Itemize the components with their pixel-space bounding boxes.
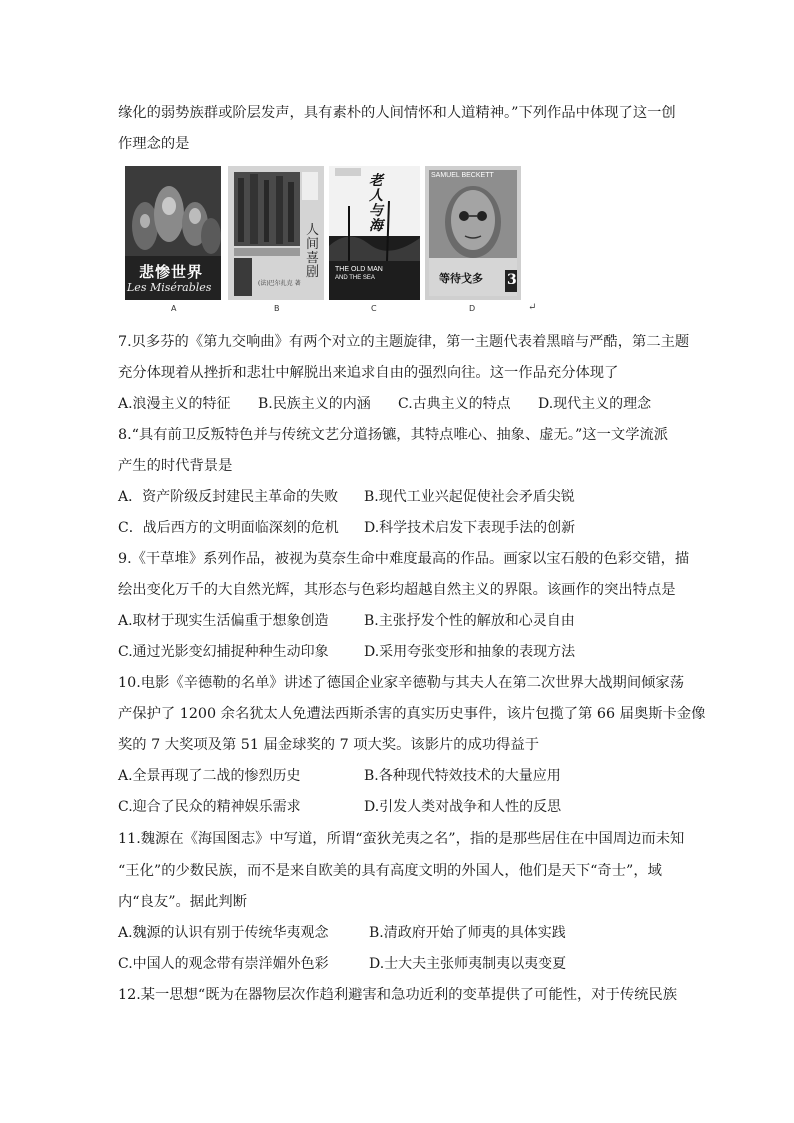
book-cover-images xyxy=(125,166,535,316)
cover-c-title-en-2: AND THE SEA xyxy=(335,275,375,281)
q10-option-d: D.引发人类对战争和人性的反思 xyxy=(364,799,562,815)
intro-line-1: 缘化的弱势族群或阶层发声，具有素朴的人间情怀和人道精神。”下列作品中体现了这一创 xyxy=(118,105,676,121)
q10-option-c: C.迎合了民众的精神娱乐需求 xyxy=(118,799,301,815)
q11-line-3: 内“良友”。据此判断 xyxy=(118,894,247,910)
q12-line-1: 12.某一思想“既为在器物层次作趋利避害和急功近利的变革提供了可能性，对于传统民族 xyxy=(118,987,678,1003)
q10-line-1: 10.电影《辛德勒的名单》讲述了德国企业家辛德勒与其夫人在第二次世界大战期间倾家荡 xyxy=(118,675,685,691)
cover-b-title-cn: 人间喜剧 xyxy=(306,223,320,280)
q7-line-1: 7.贝多芬的《第九交响曲》有两个对立的主题旋律，第一主题代表着黑暗与严酷，第二主题 xyxy=(118,334,690,350)
q7-option-d: D.现代主义的理念 xyxy=(538,396,652,412)
q7-option-b: B.民族主义的内涵 xyxy=(258,396,371,412)
cover-d-label: D xyxy=(469,304,476,313)
q11-option-b: B.清政府开始了师夷的具体实践 xyxy=(369,925,566,941)
cover-a-title-cn: 悲惨世界 xyxy=(139,263,204,281)
q7-line-2: 充分体现着从挫折和悲壮中解脱出来追求自由的强烈向往。这一作品充分体现了 xyxy=(118,365,619,381)
q8-option-d: D.科学技术启发下表现手法的创新 xyxy=(364,520,576,536)
q8-option-a: A．资产阶级反封建民主革命的失败 xyxy=(118,489,339,505)
q9-option-a: A.取材于现实生活偏重于想象创造 xyxy=(118,613,329,629)
q8-option-c: C．战后西方的文明面临深刻的危机 xyxy=(118,520,339,536)
q9-option-d: D.采用夸张变形和抽象的表现方法 xyxy=(364,644,576,660)
q11-option-c: C.中国人的观念带有崇洋媚外色彩 xyxy=(118,956,329,972)
q11-line-1: 11.魏源在《海国图志》中写道，所谓“蛮狄羌夷之名”，指的是那些居住在中国周边而未知 xyxy=(118,831,685,847)
cover-a-label: A xyxy=(171,304,177,313)
q11-line-2: “王化”的少数民族，而不是来自欧美的具有高度文明的外国人，他们是天下“奇士”，域 xyxy=(118,863,662,879)
intro-line-2: 作理念的是 xyxy=(118,136,190,152)
cover-d-number: 3 xyxy=(507,272,517,288)
q7-option-a: A.浪漫主义的特征 xyxy=(118,396,231,412)
cover-d-header: SAMUEL BECKETT xyxy=(431,172,494,179)
q11-option-d: D.士大夫主张师夷制夷以夷变夏 xyxy=(369,956,567,972)
q8-line-1: 8.“具有前卫反叛特色并与传统文艺分道扬镳，其特点唯心、抽象、虚无。”这一文学流派 xyxy=(118,427,669,443)
cover-c-title-en-1: THE OLD MAN xyxy=(335,266,383,273)
cover-c-title-cn: 老人与海 xyxy=(369,173,383,234)
cover-les-miserables xyxy=(125,166,221,300)
q10-line-3: 奖的 7 大奖项及第 51 届金球奖的 7 项大奖。该影片的成功得益于 xyxy=(118,737,540,753)
paragraph-return-mark: ↵ xyxy=(528,302,537,313)
cover-old-man-and-the-sea xyxy=(329,166,420,300)
q9-line-1: 9.《干草堆》系列作品，被视为莫奈生命中难度最高的作品。画家以宝石般的色彩交错，描 xyxy=(118,551,690,567)
cover-c-label: C xyxy=(371,304,377,313)
q10-line-2: 产保护了 1200 余名犹太人免遭法西斯杀害的真实历史事件，该片包揽了第 66 届奥斯卡金像 xyxy=(118,706,706,722)
q10-option-a: A.全景再现了二战的惨烈历史 xyxy=(118,768,301,784)
q9-option-b: B.主张抒发个性的解放和心灵自由 xyxy=(364,613,575,629)
q10-option-b: B.各种现代特效技术的大量应用 xyxy=(364,768,561,784)
q9-line-2: 绘出变化万千的大自然光辉，其形态与色彩均超越自然主义的界限。该画作的突出特点是 xyxy=(118,582,676,598)
cover-b-author: (法)巴尔扎克 著 xyxy=(258,280,301,287)
q8-option-b: B.现代工业兴起促使社会矛盾尖锐 xyxy=(364,489,575,505)
q8-line-2: 产生的时代背景是 xyxy=(118,458,233,474)
cover-waiting-for-godot xyxy=(425,166,521,300)
cover-d-title-cn: 等待戈多 xyxy=(439,272,483,285)
q9-option-c: C.通过光影变幻捕捉种种生动印象 xyxy=(118,644,329,660)
cover-a-title-en: Les Misérables xyxy=(127,281,212,294)
cover-b-label: B xyxy=(274,304,280,313)
cover-comedie-humaine xyxy=(228,166,324,300)
q11-option-a: A.魏源的认识有别于传统华夷观念 xyxy=(118,925,329,941)
q7-option-c: C.古典主义的特点 xyxy=(398,396,511,412)
